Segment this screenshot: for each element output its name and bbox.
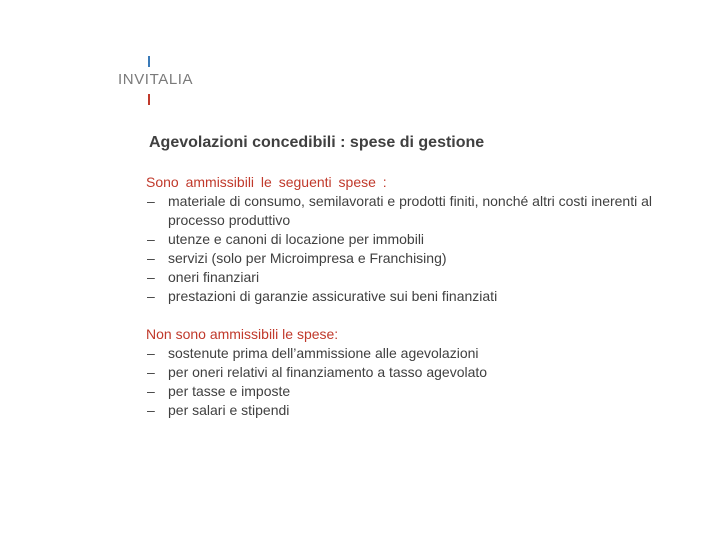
- non-admissible-list: [146, 344, 666, 420]
- logo-bottom-bar: [148, 94, 150, 105]
- list-item: [146, 230, 666, 249]
- list-item-text: oneri finanziari: [168, 269, 260, 285]
- dash-bullet: –: [147, 383, 155, 399]
- list-item: [146, 287, 666, 306]
- invitalia-logo: [118, 56, 208, 106]
- list-item-text: per salari e stipendi: [168, 402, 290, 418]
- logo-top-bar: [148, 56, 150, 67]
- slide-title: Agevolazioni concedibili : spese di gestione: [149, 134, 485, 151]
- list-item: [146, 192, 666, 230]
- list-item: [146, 268, 666, 287]
- admissible-list: [146, 192, 666, 306]
- list-item-text: utenze e canoni di locazione per immobili: [168, 231, 425, 247]
- list-item: [146, 249, 666, 268]
- list-item: [146, 382, 666, 401]
- dash-bullet: –: [147, 269, 155, 285]
- list-item-text: prestazioni di garanzie assicurative sui beni finanziati: [168, 288, 498, 304]
- admissible-expenses-section: [146, 173, 666, 306]
- list-item: [146, 401, 666, 420]
- non-admissible-heading: Non sono ammissibili le spese:: [146, 326, 339, 342]
- dash-bullet: –: [147, 288, 155, 304]
- list-item-text: materiale di consumo, semilavorati e prodotti finiti, nonché altri costi inerenti al processo produttivo: [168, 193, 653, 228]
- list-item: [146, 363, 666, 382]
- logo-text: INVITALIA: [118, 71, 194, 88]
- list-item-text: per oneri relativi al finanziamento a tasso agevolato: [168, 364, 488, 380]
- list-item-text: sostenute prima dell’ammissione alle agevolazioni: [168, 345, 479, 361]
- dash-bullet: –: [147, 231, 155, 247]
- dash-bullet: –: [147, 364, 155, 380]
- dash-bullet: –: [147, 345, 155, 361]
- admissible-heading: Sono ammissibili le seguenti spese :: [146, 174, 387, 190]
- list-item-text: servizi (solo per Microimpresa e Franchising): [168, 250, 447, 266]
- dash-bullet: –: [147, 250, 155, 266]
- dash-bullet: –: [147, 402, 155, 418]
- list-item-text: per tasse e imposte: [168, 383, 291, 399]
- non-admissible-expenses-section: [146, 325, 666, 420]
- list-item: [146, 344, 666, 363]
- dash-bullet: –: [147, 193, 155, 209]
